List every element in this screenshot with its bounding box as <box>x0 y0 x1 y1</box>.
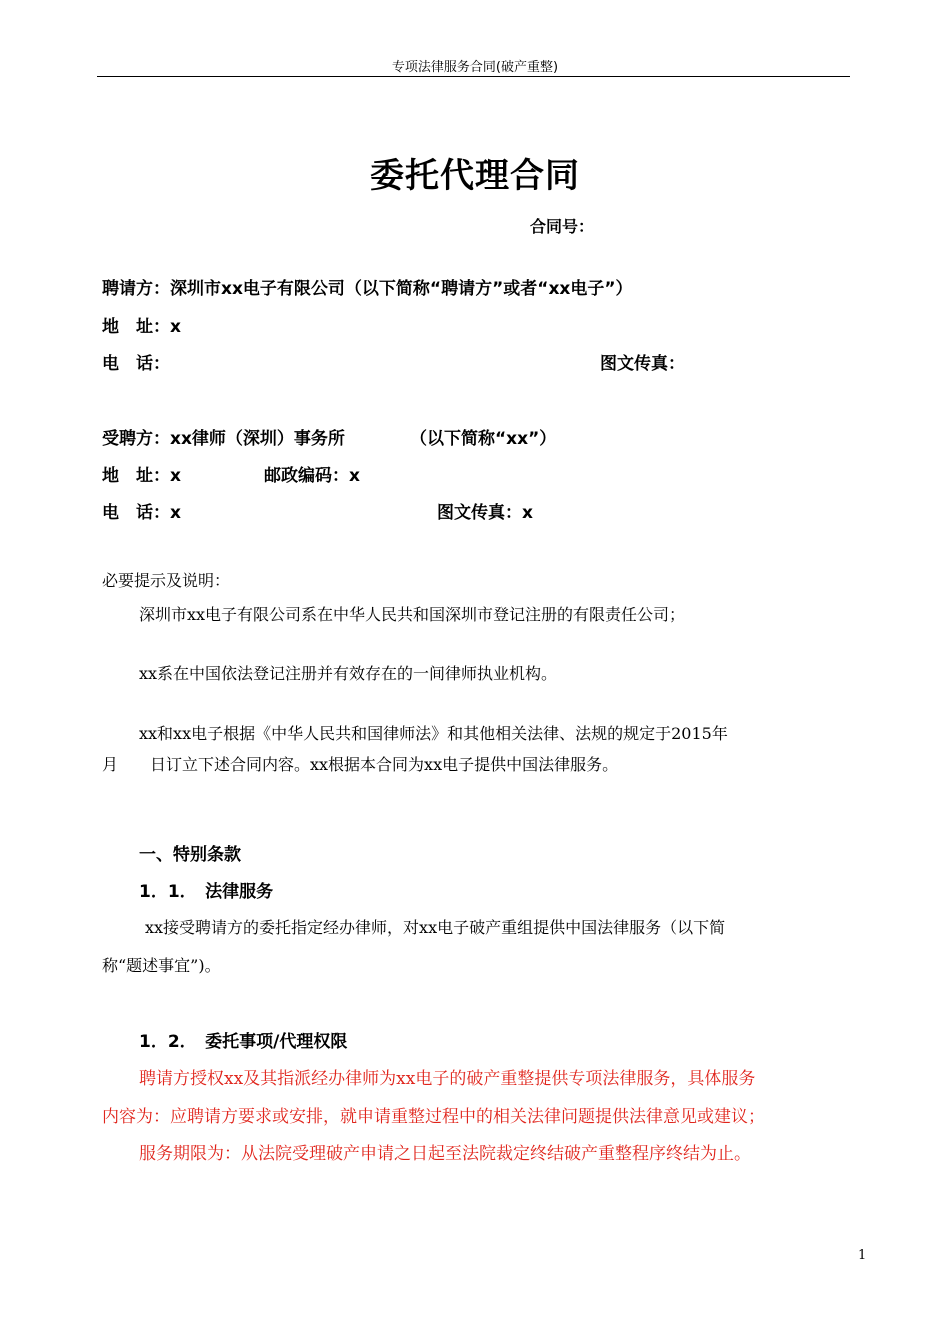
provider-phone: 电 话：x <box>102 503 181 523</box>
clause-heading-1-2: 1．2． 委托事项/代理权限 <box>139 1032 348 1052</box>
client-party-line: 聘请方：深圳市xx电子有限公司（以下简称“聘请方”或者“xx电子”） <box>102 279 633 299</box>
clause-heading-1-1: 1．1． 法律服务 <box>139 882 274 902</box>
clause-1-1-line-1: xx接受聘请方的委托指定经办律师，对xx电子破产重组提供中国法律服务（以下简 <box>145 918 726 937</box>
client-phone: 电 话： <box>102 354 170 374</box>
section-heading-special-terms: 一、特别条款 <box>139 845 241 865</box>
notes-paragraph-3-line-2: 月 日订立下述合同内容。xx根据本合同为xx电子提供中国法律服务。 <box>102 755 619 774</box>
client-address: 地 址：x <box>102 317 181 337</box>
provider-address: 地 址：x <box>102 466 181 486</box>
notes-paragraph-2: xx系在中国依法登记注册并有效存在的一间律师执业机构。 <box>139 664 558 683</box>
notes-paragraph-3-line-1: xx和xx电子根据《中华人民共和国律师法》和其他相关法律、法规的规定于2015年 <box>139 724 728 743</box>
contract-number-label: 合同号： <box>530 217 595 236</box>
clause-1-2-line-1: 聘请方授权xx及其指派经办律师为xx电子的破产重整提供专项法律服务，具体服务 <box>139 1069 756 1089</box>
provider-party-name: 受聘方：xx律师（深圳）事务所 <box>102 429 345 449</box>
clause-1-1-line-2: 称“题述事宜”)。 <box>102 956 221 975</box>
clause-1-2-line-3: 服务期限为：从法院受理破产申请之日起至法院裁定终结破产重整程序终结为止。 <box>139 1144 751 1164</box>
document-title: 委托代理合同 <box>370 156 580 196</box>
header-rule <box>97 76 850 77</box>
clause-1-2-line-2: 内容为：应聘请方要求或安排，就申请重整过程中的相关法律问题提供法律意见或建议； <box>102 1107 765 1127</box>
client-fax: 图文传真： <box>600 354 685 374</box>
page-number: 1 <box>858 1248 867 1263</box>
provider-short-name: （以下简称“xx”） <box>410 429 557 449</box>
notes-paragraph-1: 深圳市xx电子有限公司系在中华人民共和国深圳市登记注册的有限责任公司； <box>139 605 686 624</box>
notes-heading: 必要提示及说明： <box>102 571 231 590</box>
page-header: 专项法律服务合同(破产重整) <box>391 60 559 75</box>
provider-postcode: 邮政编码：x <box>264 466 360 486</box>
provider-fax: 图文传真：x <box>437 503 533 523</box>
